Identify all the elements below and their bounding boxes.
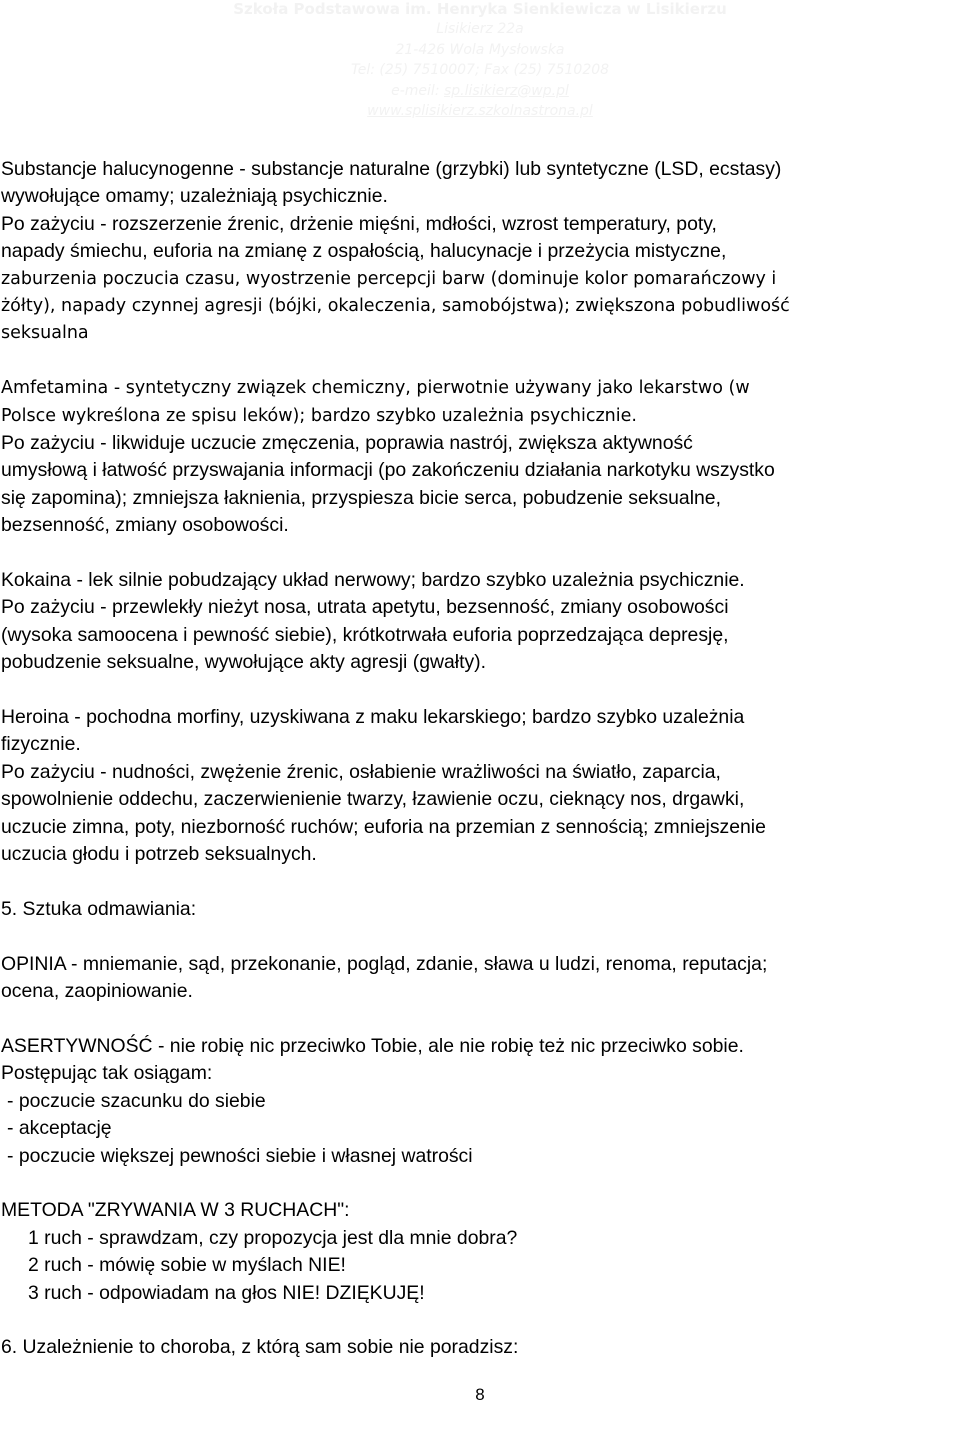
hallucinogens-line-4: napady śmiechu, euforia na zmianę z ospałością, halucynacje i przeżycia mistyczne, [1, 240, 727, 263]
assertiveness-line-1: ASERTYWNOŚĆ - nie robię nic przeciwko Tobie, ale nie robię też nic przeciwko sobie. [1, 1034, 744, 1057]
amphetamine-line-3: Po zażyciu - likwiduje uczucie zmęczenia, poprawia nastrój, zwiększa aktywność [1, 432, 693, 455]
heroin-line-4: spowolnienie oddechu, zaczerwienienie twarzy, łzawienie oczu, cieknący nos, drgawki, [1, 788, 745, 811]
school-phone: Tel: (25) 7510007; Fax (25) 7510208 [350, 62, 610, 78]
hallucinogens-line-2: wywołujące omamy; uzależniają psychicznie. [1, 185, 388, 208]
heroin-line-3: Po zażyciu - nudności, zwężenie źrenic, osłabienie wrażliwości na światło, zaparcia, [1, 760, 721, 783]
document-body [1, 156, 956, 1362]
cocaine-line-2: Po zażyciu - przewlekły nieżyt nosa, utrata apetytu, bezsenność, zmiany osobowości [1, 596, 729, 619]
school-email-line [0, 81, 960, 102]
cocaine-line-3: (wysoka samoocena i pewność siebie), krótkotrwała euforia poprzedzająca depresję, [1, 623, 729, 646]
spacer [1, 1170, 956, 1197]
section-6-heading: 6. Uzależnienie to choroba, z którą sam sobie nie poradzisz: [1, 1336, 519, 1359]
assertiveness-line-2: Postępując tak osiągam: [1, 1062, 213, 1085]
heroin-line-1: Heroina - pochodna morfiny, uzyskiwana z maku lekarskiego; bardzo szybko uzależnia [1, 706, 745, 729]
opinion-line-1: OPINIA - mniemanie, sąd, przekonanie, pogląd, zdanie, sława u ludzi, renoma, reputacja; [1, 952, 768, 975]
school-city: 21-426 Wola Mysłowska [395, 41, 565, 58]
school-website-link[interactable]: www.splisikierz.szkolnastrona.pl [367, 103, 593, 119]
school-street: Lisikierz 22a [436, 21, 524, 37]
spacer [1, 540, 956, 567]
heroin-line-6: uczucia głodu i potrzeb seksualnych. [1, 843, 317, 866]
hallucinogens-line-7: seksualna [1, 323, 89, 344]
amphetamine-line-1: Amfetamina - syntetyczny związek chemiczny, pierwotnie używany jako lekarstwo (w [1, 378, 750, 399]
cocaine-line-1: Kokaina - lek silnie pobudzający układ nerwowy; bardzo szybko uzależnia psychicznie. [1, 569, 745, 592]
amphetamine-line-5: się zapomina); zmniejsza łaknienia, przyspiesza bicie serca, pobudzenie seksualne, [1, 486, 721, 509]
cocaine-line-4: pobudzenie seksualne, wywołujące akty agresji (gwałty). [1, 651, 487, 674]
method-title: METODA "ZRYWANIA W 3 RUCHACH": [1, 1199, 350, 1222]
email-link[interactable]: sp.lisikierz@wp.pl [444, 82, 569, 99]
spacer [1, 923, 956, 950]
assertiveness-list-item: - poczucie szacunku do siebie [7, 1089, 266, 1112]
method-step: 3 ruch - odpowiadam na głos NIE! DZIĘKUJĘ! [28, 1281, 425, 1304]
spacer [1, 348, 956, 375]
hallucinogens-line-5: zaburzenia poczucia czasu, wyostrzenie percepcji barw (dominuje kolor pomarańczowy i [1, 268, 777, 289]
spacer [1, 869, 956, 896]
assertiveness-list-item: - poczucie większej pewności siebie i własnej watrości [7, 1144, 473, 1167]
amphetamine-line-6: bezsenność, zmiany osobowości. [1, 514, 289, 537]
letterhead [0, 0, 960, 136]
spacer [1, 677, 956, 704]
heroin-line-5: uczucie zimna, poty, niezborność ruchów; euforia na przemian z sennością; zmniejszenie [1, 815, 766, 838]
amphetamine-line-2: Polsce wykreślona ze spisu leków); bardzo szybko uzależnia psychicznie. [1, 405, 637, 426]
opinion-line-2: ocena, zaopiniowanie. [1, 980, 193, 1003]
spacer [1, 1006, 956, 1033]
method-step: 2 ruch - mówię sobie w myślach NIE! [28, 1254, 346, 1277]
page-number: 8 [475, 1385, 485, 1404]
spacer [1, 1307, 956, 1334]
method-step: 1 ruch - sprawdzam, czy propozycja jest dla mnie dobra? [28, 1226, 518, 1249]
school-name: Szkoła Podstawowa im. Henryka Sienkiewicza w Lisikierzu [233, 0, 727, 18]
heroin-line-2: fizycznie. [1, 733, 81, 756]
section-5-heading: 5. Sztuka odmawiania: [1, 897, 197, 920]
hallucinogens-line-3: Po zażyciu - rozszerzenie źrenic, drżenie mięśni, mdłości, wzrost temperatury, poty, [1, 212, 717, 235]
assertiveness-list-item: - akceptację [7, 1117, 112, 1140]
amphetamine-line-4: umysłową i łatwość przyswajania informacji (po zakończeniu działania narkotyku wszystko [1, 459, 775, 482]
email-prefix: e-meil: [391, 82, 444, 99]
hallucinogens-line-6: żółty), napady czynnej agresji (bójki, okaleczenia, samobójstwa); zwiększona pobudliwość [1, 296, 790, 317]
hallucinogens-line-1: Substancje halucynogenne - substancje naturalne (grzybki) lub syntetyczne (LSD, ecstasy) [1, 158, 782, 180]
